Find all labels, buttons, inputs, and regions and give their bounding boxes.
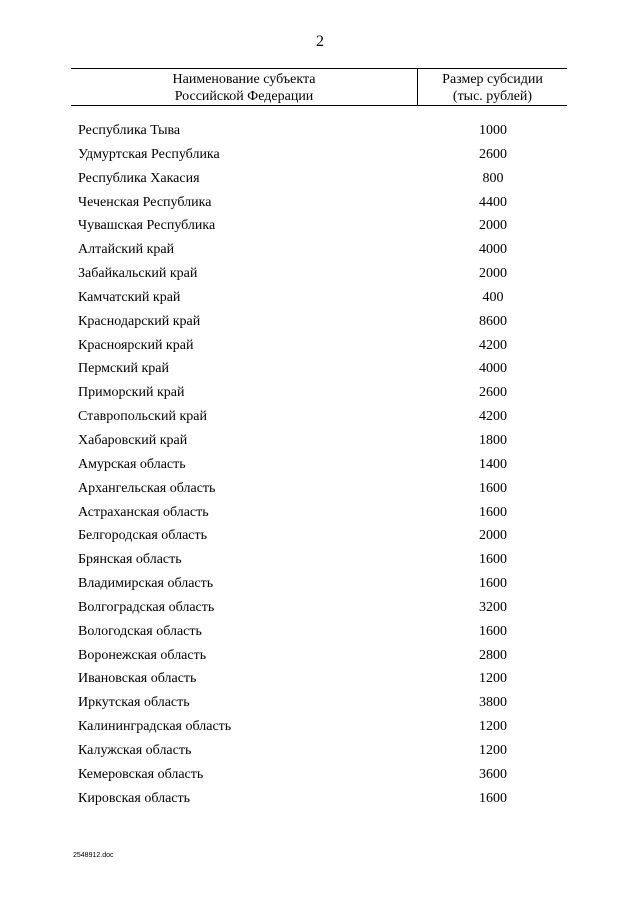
subject-name: Красноярский край (78, 337, 194, 353)
subsidy-value: 1600 (479, 504, 507, 520)
subsidy-value: 4200 (479, 409, 507, 425)
header-subject-name (71, 71, 417, 105)
subject-name: Забайкальский край (78, 266, 198, 282)
table-row (0, 191, 640, 215)
table-row (0, 238, 640, 262)
subject-name: Чеченская Республика (78, 194, 212, 210)
table-row (0, 167, 640, 191)
subject-name: Воронежская область (78, 647, 207, 663)
subsidy-value: 1200 (479, 719, 507, 735)
table-row (0, 501, 640, 525)
header-subsidy-size-line2: (тыс. рублей) (452, 89, 533, 104)
subject-name: Республика Хакасия (78, 170, 200, 186)
table-row (0, 286, 640, 310)
page-number: 2 (316, 33, 324, 50)
subject-name: Ивановская область (78, 671, 197, 687)
subsidy-value: 1200 (479, 671, 507, 687)
table-row (0, 310, 640, 334)
subsidy-value: 2000 (479, 266, 507, 282)
subsidy-value: 1600 (479, 576, 507, 592)
subject-name: Вологодская область (78, 623, 202, 639)
subject-name: Белгородская область (78, 528, 208, 544)
table-row (0, 763, 640, 787)
subsidy-value: 4000 (479, 361, 507, 377)
table-row (0, 787, 640, 811)
subsidy-value: 2800 (479, 647, 507, 663)
subject-name: Архангельская область (78, 480, 216, 496)
header-subject-name-line2: Российской Федерации (174, 89, 314, 104)
table-row (0, 477, 640, 501)
subsidy-value: 2600 (479, 385, 507, 401)
subject-name: Республика Тыва (78, 123, 181, 138)
subsidy-value: 4400 (479, 194, 507, 210)
subsidy-value: 1600 (479, 623, 507, 639)
subject-name: Приморский край (78, 385, 185, 401)
subsidy-value: 2600 (479, 146, 507, 162)
footer-doc-id: 2548912.doc (73, 852, 114, 859)
subsidy-value: 1600 (479, 552, 507, 568)
subject-name: Ставропольский край (78, 409, 207, 425)
subsidy-value: 2000 (479, 528, 507, 544)
table-row (0, 596, 640, 620)
subsidy-value: 3200 (479, 599, 507, 615)
subject-name: Камчатский край (78, 289, 181, 305)
subsidy-value: 4000 (479, 242, 507, 258)
table-row (0, 644, 640, 668)
subject-name: Пермский край (78, 361, 169, 377)
subsidy-value: 1000 (479, 123, 507, 138)
subsidy-value: 8600 (479, 313, 507, 329)
table-row (0, 357, 640, 381)
subject-name: Калужская область (78, 742, 192, 758)
table-row (0, 143, 640, 167)
table-row (0, 739, 640, 763)
subject-name: Алтайский край (78, 242, 175, 258)
table-row (0, 524, 640, 548)
subject-name: Астраханская область (78, 504, 209, 520)
table-header (71, 68, 567, 106)
table-row (0, 691, 640, 715)
subject-name: Хабаровский край (78, 432, 188, 448)
table-row (0, 381, 640, 405)
subsidy-value: 4200 (479, 337, 507, 353)
table-row (0, 572, 640, 596)
subject-name: Кемеровская область (78, 766, 204, 782)
subsidy-value: 2000 (479, 218, 507, 234)
table-row (0, 429, 640, 453)
table-row (0, 405, 640, 429)
subject-name: Волгоградская область (78, 599, 215, 615)
header-subsidy-size-line1: Размер субсидии (442, 72, 543, 87)
subsidy-value: 1800 (479, 432, 507, 448)
subject-name: Амурская область (78, 456, 186, 472)
subsidy-value: 1600 (479, 480, 507, 496)
subsidy-value: 1600 (479, 790, 507, 806)
table-row (0, 262, 640, 286)
subject-name: Иркутская область (78, 695, 190, 711)
subject-name: Удмуртская Республика (78, 146, 220, 162)
table-row (0, 214, 640, 238)
subject-name: Чувашская Республика (78, 218, 216, 234)
table-row (0, 667, 640, 691)
subject-name: Калининградская область (78, 719, 232, 735)
table-body (0, 119, 640, 810)
subsidy-value: 1400 (479, 456, 507, 472)
table-row (0, 119, 640, 143)
subject-name: Брянская область (78, 552, 182, 568)
subject-name: Владимирская область (78, 576, 214, 592)
header-subject-name-line1: Наименование субъекта (172, 72, 316, 87)
subsidy-value: 400 (482, 289, 504, 305)
table-row (0, 334, 640, 358)
subject-name: Кировская область (78, 790, 191, 806)
subsidy-value: 3600 (479, 766, 507, 782)
table-row (0, 715, 640, 739)
subsidy-value: 1200 (479, 742, 507, 758)
subject-name: Краснодарский край (78, 313, 201, 329)
header-subsidy-size (418, 71, 567, 105)
table-row (0, 453, 640, 477)
subsidy-value: 800 (482, 170, 504, 186)
subsidy-value: 3800 (479, 695, 507, 711)
table-row (0, 548, 640, 572)
table-row (0, 620, 640, 644)
